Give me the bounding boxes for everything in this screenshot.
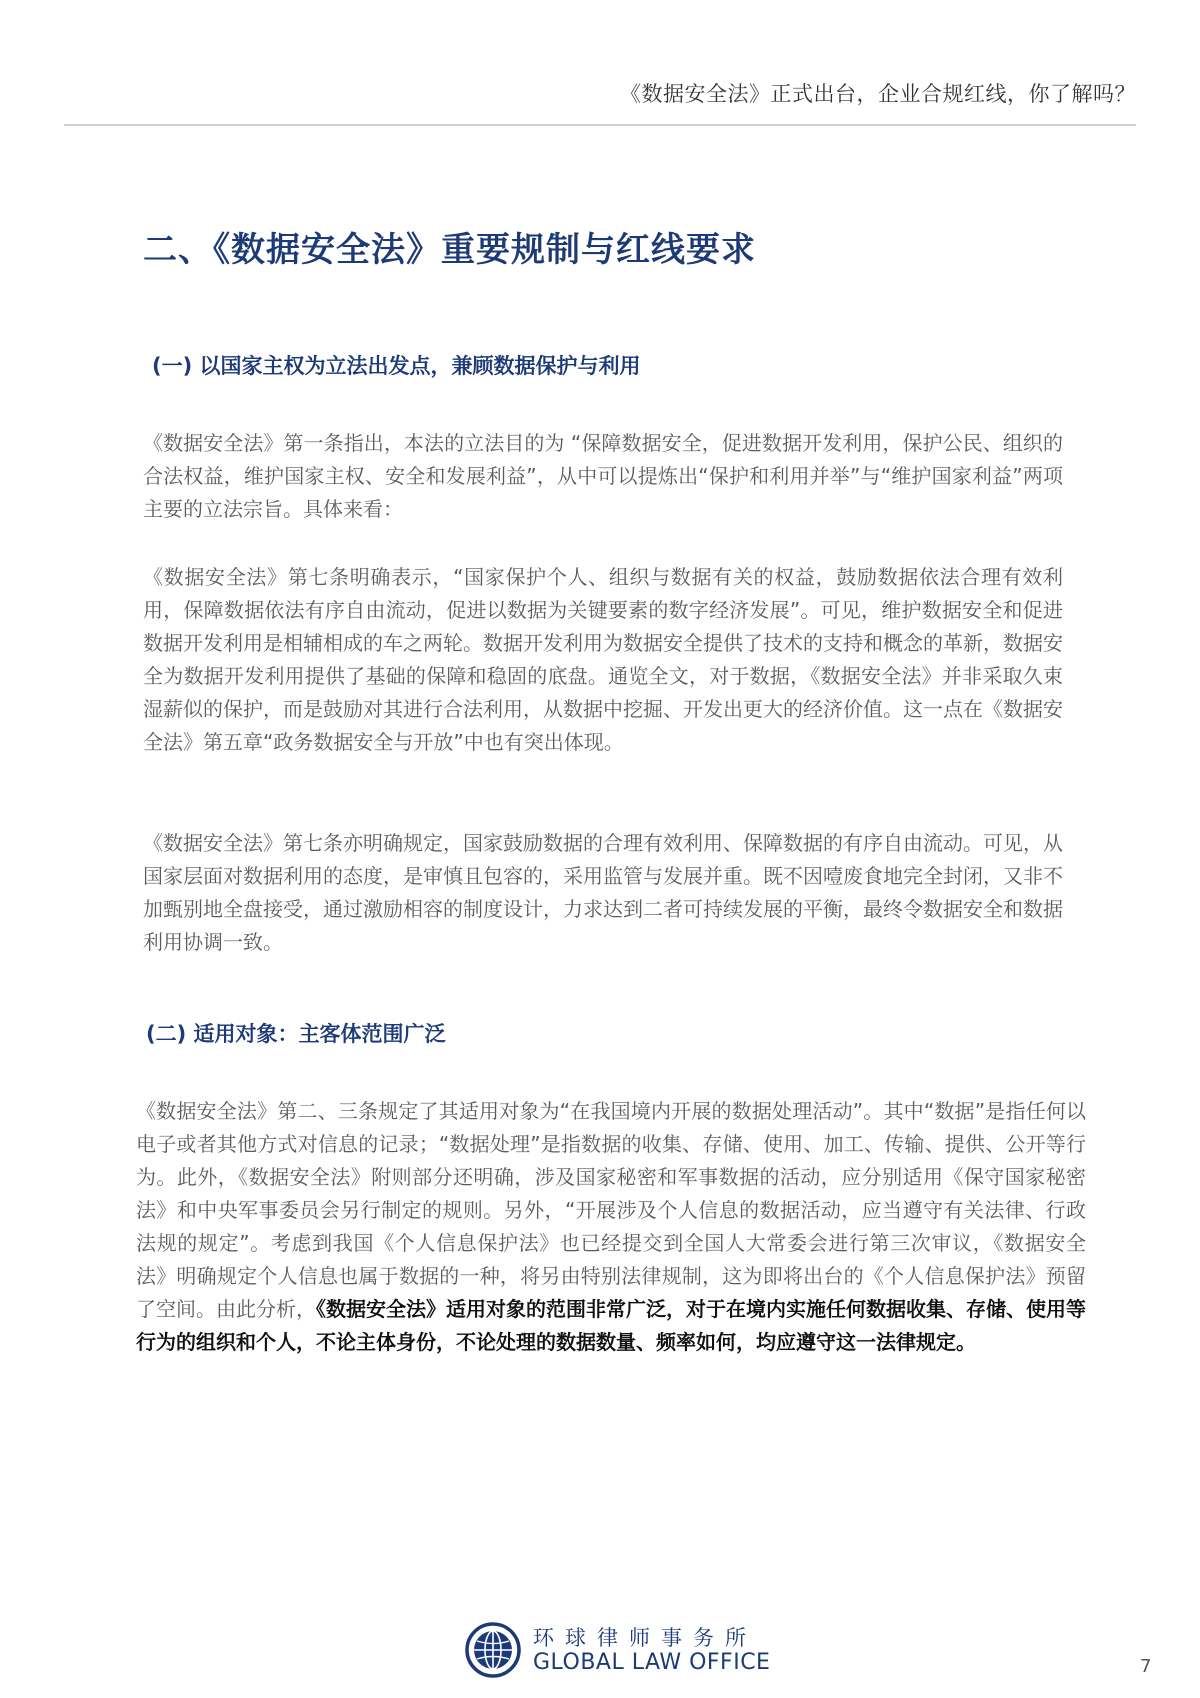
page-number: 7 xyxy=(1140,1656,1152,1677)
globe-logo-icon xyxy=(465,1622,521,1678)
paragraph-scope-of-application xyxy=(136,1095,1086,1359)
scope-text: 《数据安全法》第二、三条规定了其适用对象为“在我国境内开展的数据处理活动”。其中“数据”是指任何以电子或者其他方式对信息的记录；“数据处理”是指数据的收集、存储、使用、加工、传输、提供、公开等行为。此外，《数据安全法》附则部分还明确，涉及国家秘密和军事数据的活动，应分别适用《保守国家秘密法》和中央军事委员会另行制定的规则。另外，“开展涉及个人信息的数据活动，应当遵守有关法律、行政法规的规定”。考虑到我国《个人信息保护法》也已经提交到全国人大常委会进行第三次审议，《数据安全法》明确规定个人信息也属于数据的一种，将另由特别法律规制，这为即将出台的《个人信息保护法》预留了空间。由此分析， xyxy=(136,1099,1086,1321)
section-title: 二、《数据安全法》重要规制与红线要求 xyxy=(143,230,756,270)
logo-chinese-name: 环球律师事务所 xyxy=(533,1626,757,1650)
paragraph-article-seven-encouragement: 《数据安全法》第七条亦明确规定，国家鼓励数据的合理有效利用、保障数据的有序自由流动。可见，从国家层面对数据利用的态度，是审慎且包容的，采用监管与发展并重。既不因噎废食地完全封闭，又非不加甄别地全盘接受，通过激励相容的制度设计，力求达到二者可持续发展的平衡，最终令数据安全和数据利用协调一致。 xyxy=(143,831,1063,954)
subsection-title-2: (二) 适用对象：主客体范围广泛 xyxy=(146,1022,446,1046)
paragraph-legislative-purpose: 《数据安全法》第一条指出，本法的立法目的为 “保障数据安全，促进数据开发利用，保护公民、组织的合法权益，维护国家主权、安全和发展利益”，从中可以提炼出“保护和利用并举”与“维护国家利益”两项主要的立法宗旨。具体来看： xyxy=(143,431,1063,521)
footer-logo xyxy=(465,1620,785,1680)
paragraph-article-seven: 《数据安全法》第七条明确表示，“国家保护个人、组织与数据有关的权益，鼓励数据依法合理有效利用，保障数据依法有序自由流动，促进以数据为关键要素的数字经济发展”。可见，维护数据安全和促进数据开发利用是相辅相成的车之两轮。数据开发利用为数据安全提供了技术的支持和概念的革新，数据安全为数据开发利用提供了基础的保障和稳固的底盘。通览全文，对于数据，《数据安全法》并非采取久束湿薪似的保护，而是鼓励对其进行合法利用，从数据中挖掘、开发出更大的经济价值。这一点在《数据安全法》第五章“政务数据安全与开放”中也有突出体现。 xyxy=(143,565,1063,754)
running-header: 《数据安全法》正式出台，企业合规红线，你了解吗？ xyxy=(620,82,1136,106)
header-divider xyxy=(64,124,1136,126)
subsection-title-1: (一) 以国家主权为立法出发点，兼顾数据保护与利用 xyxy=(152,354,641,378)
scope-conclusion-bold: 《数据安全法》适用对象的范围非常广泛，对于在境内实施任何数据收集、存储、使用等行为的组织和个人，不论主体身份，不论处理的数据数量、频率如何，均应遵守这一法律规定。 xyxy=(136,1297,1086,1354)
logo-english-name: GLOBAL LAW OFFICE xyxy=(533,1650,771,1675)
